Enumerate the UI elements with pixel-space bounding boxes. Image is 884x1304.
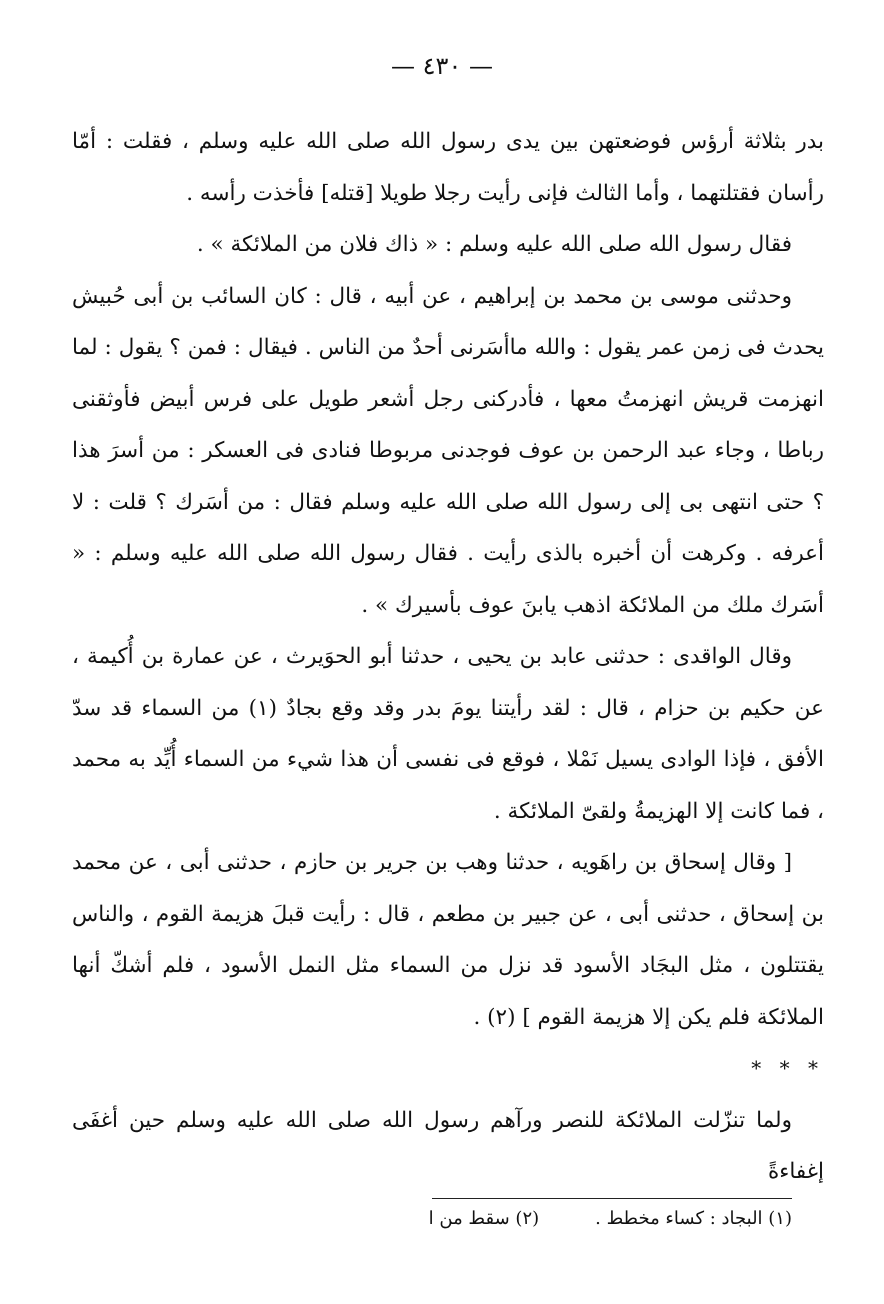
footnote-divider — [432, 1198, 792, 1199]
paragraph-4: وقال الواقدى : حدثنى عابد بن يحيى ، حدثنا أبو الحوَيرث ، عن عمارة بن أُكيمة ، عن حكيم بن حزام ، قال : لقد رأيتنا يومَ بدر وقد وقع بجادٌ (١) من السماء قد سدّ الأفق ، فإذا الوادى يسيل نَمْلا ، فوقع فى نفسى أن هذا شيء من السماء أُيِّد به محمد ، فما كانت إلا الهزيمةُ ولقىّ الملائكة . — [72, 644, 825, 824]
paragraph-3: وحدثنى موسى بن محمد بن إبراهيم ، عن أبيه ، قال : كان السائب بن أبى حُبيش يحدث فى زمن عمر يقول : والله ماأسَرنى أحدٌ من الناس . فيقال : فمن ؟ يقول : لما انهزمت قريش انهزمتُ معها ، فأدركنى رجل أشعر طويل على فرس أبيض فأوثقنى رباطا ، وجاء عبد الرحمن بن عوف فوجدنى مربوطا فنادى فى العسكر : من أسرَ هذا ؟ حتى انتهى بى إلى رسول الله صلى الله عليه وسلم فقال : من أسَرك ؟ قلت : لا أعرفه . وكرهت أن أخبره بالذى رأيت . فقال رسول الله صلى الله عليه وسلم : « أسَرك ملك من الملائكة اذهب يابنَ عوف بأسيرك » . — [72, 283, 824, 618]
paragraph-1: بدر بثلاثة أرؤس فوضعتهن بين يدى رسول الله صلى الله عليه وسلم ، فقلت : أمّا رأسان فقتلتهما ، وأما الثالث فإنى رأيت رجلا طويلا [قتله] فأخذت رأسه . — [72, 129, 824, 206]
main-text — [72, 116, 824, 1198]
footnote-1: (١) البجاد : كساء مخطط . — [595, 1208, 792, 1229]
footnotes — [272, 1208, 792, 1229]
paragraph-6: ولما تنزّلت الملائكة للنصر ورآهم رسول الله صلى الله عليه وسلم حين أغفَى إغفاءةً — [72, 1107, 824, 1184]
paragraph-5: [ وقال إسحاق بن راهَويه ، حدثنا وهب بن جرير بن حازم ، حدثنى أبى ، عن محمد بن إسحاق ، حدثنى أبى ، عن جبير بن مطعم ، قال : رأيت قبلَ هزيمة القوم ، والناس يقتتلون ، مثل البجَاد الأسود قد نزل من السماء مثل النمل الأسود ، فلم أشكّ أنها الملائكة فلم يكن إلا هزيمة القوم ] (٢) . — [72, 850, 824, 1030]
section-separator: * * * — [751, 1056, 824, 1080]
page-number: — ٤٣٠ — — [391, 52, 493, 80]
paragraph-2: فقال رسول الله صلى الله عليه وسلم : « ذاك فلان من الملائكة » . — [196, 232, 792, 257]
footnote-2: (٢) سقط من ا — [428, 1208, 540, 1229]
